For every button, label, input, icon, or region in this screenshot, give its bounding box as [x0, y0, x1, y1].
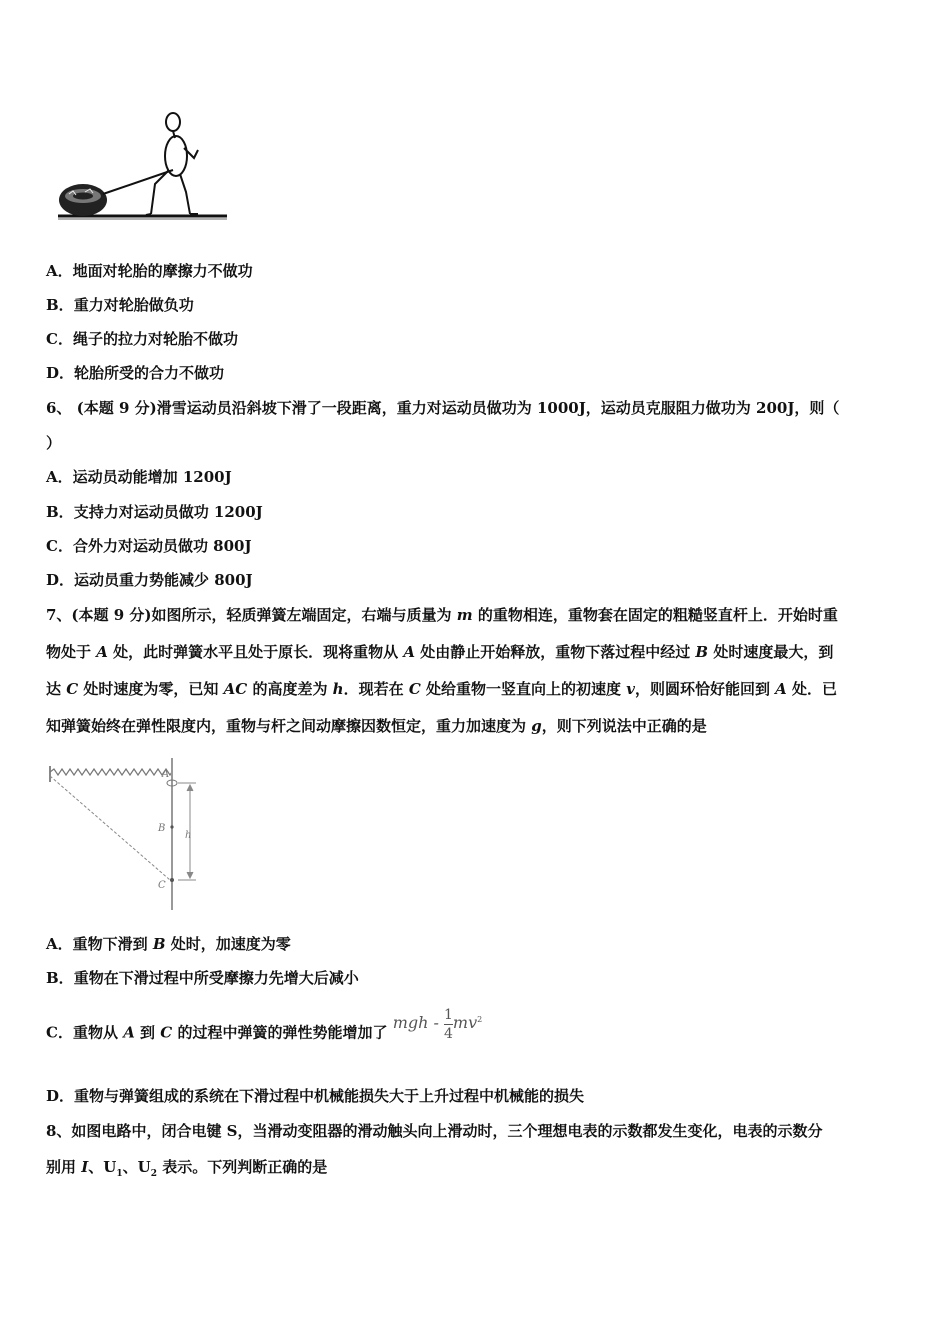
q6-option-d: D．运动员重力势能减少 800J — [46, 571, 253, 589]
label-a: A — [162, 769, 170, 780]
q7-stem-line4: 知弹簧始终在弹性限度内，重物与杆之间动摩擦因数恒定，重力加速度为 g，则下列说法中正确的是 — [46, 717, 707, 735]
q7-stem-line1: 7、(本题 9 分)如图所示，轻质弹簧左端固定，右端与质量为 m 的重物相连，重物套在固定的粗糙竖直杆上．开始时重 — [46, 606, 838, 624]
q6-option-c: C．合外力对运动员做功 800J — [46, 537, 252, 555]
label-b: B — [158, 823, 166, 834]
person — [146, 113, 198, 215]
q7-option-d: D．重物与弹簧组成的系统在下滑过程中机械能损失大于上升过程中机械能的损失 — [46, 1087, 585, 1105]
q6-stem-cont: ） — [46, 434, 62, 452]
q7-option-a: A．重物下滑到 B 处时，加速度为零 — [46, 935, 291, 953]
dashed-spring-path — [50, 776, 170, 880]
fraction-one-quarter: $\frac{1}{4}$ — [444, 1006, 453, 1042]
spring-rod-figure — [44, 758, 214, 913]
energy-expression: mgh - $\frac{1}{4}$ $mv^2$ — [392, 1006, 483, 1042]
q6-option-b: B．支持力对运动员做功 1200J — [46, 503, 263, 521]
tire — [59, 184, 107, 216]
label-c: C — [158, 880, 166, 891]
q7-option-b: B．重物在下滑过程中所受摩擦力先增大后减小 — [46, 969, 359, 987]
q7-stem-line3: 达 C 处时速度为零，已知 AC 的高度差为 h．现若在 C 处给重物一竖直向上的初速度 v，则圆环恰好能回到 A 处．已 — [46, 680, 838, 698]
q7-stem-line2: 物处于 A 处，此时弹簧水平且处于原长．现将重物从 A 处由静止开始释放，重物下落过程中经过 B 处时速度最大，到 — [46, 643, 834, 661]
q6-stem: 6、 (本题 9 分)滑雪运动员沿斜坡下滑了一段距离，重力对运动员做功为 1000J，运动员克服阻力做功为 200J，则（ — [46, 399, 840, 417]
q6-option-a: A．运动员动能增加 1200J — [46, 468, 232, 486]
rope — [103, 170, 173, 194]
label-h: h — [185, 830, 192, 841]
q5-option-c: C．绳子的拉力对轮胎不做功 — [46, 330, 238, 348]
q5-option-d: D．轮胎所受的合力不做功 — [46, 364, 225, 382]
q5-option-b: B．重力对轮胎做负功 — [46, 296, 194, 314]
point-b — [170, 825, 173, 828]
point-c — [170, 878, 174, 882]
q5-option-a: A．地面对轮胎的摩擦力不做功 — [46, 262, 253, 280]
tire-pulling-figure — [55, 108, 230, 226]
q8-stem-line2: 别用 I、$U_1$、$U_2$ 表示。下列判断正确的是 — [46, 1158, 328, 1179]
q7-option-c: C．重物从 A 到 C 的过程中弹簧的弹性势能增加了 mgh - $\frac{1}{4}$ $mv^2$ — [46, 1012, 910, 1055]
q8-stem-line1: 8、如图电路中，闭合电键 S，当滑动变阻器的滑动触头向上滑动时，三个理想电表的示数都发生变化，电表的示数分 — [46, 1122, 823, 1140]
spring — [50, 769, 172, 775]
